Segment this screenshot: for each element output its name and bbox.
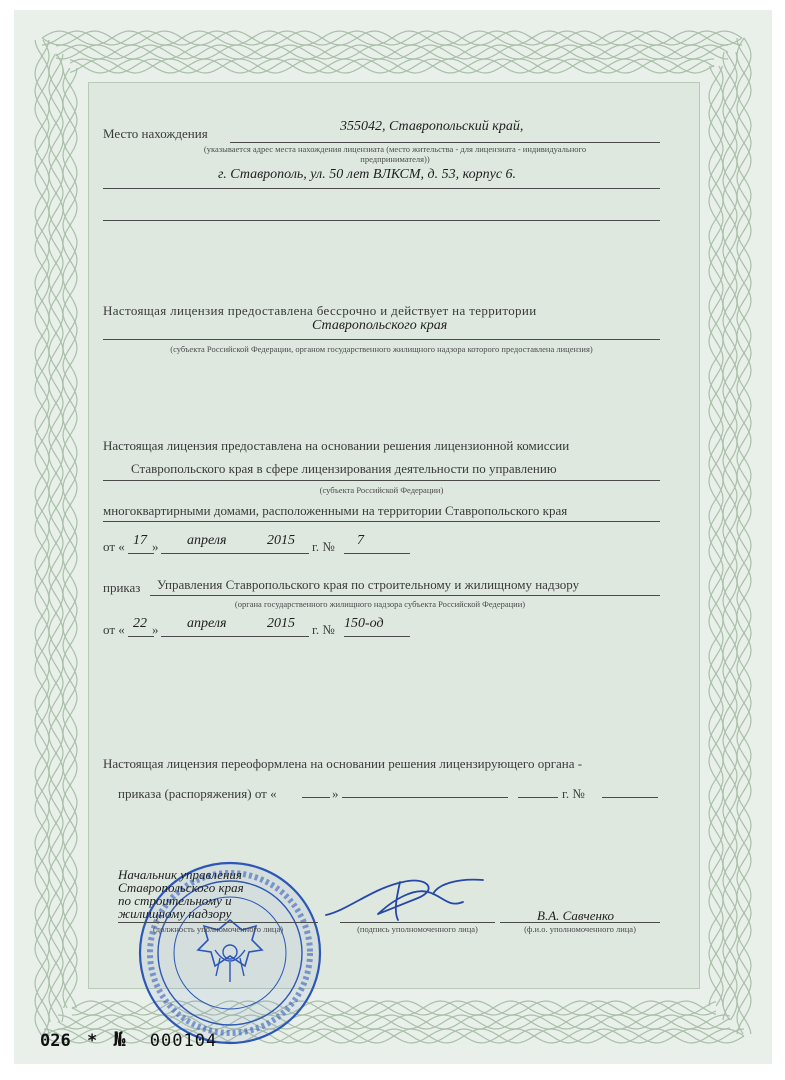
date2-g: г. №: [312, 622, 335, 637]
reissue-day-line: [302, 797, 330, 798]
date1-close: »: [152, 539, 159, 554]
name-line: [500, 922, 660, 923]
date2-day: 22: [133, 616, 147, 631]
signer-name: В.А. Савченко: [537, 908, 615, 923]
term-text: Настоящая лицензия предоставлена бессрочно и действует на территории: [103, 303, 537, 318]
basis-line2: Ставропольского края в сфере лицензирования деятельности по управлению: [131, 461, 557, 476]
date1-day-line: [128, 553, 154, 554]
date1-month-line: [161, 553, 309, 554]
location-note-b: предпринимателя)): [360, 154, 430, 164]
reissue-g: г. №: [562, 786, 585, 801]
name-note: (ф.и.о. уполномоченного лица): [524, 924, 636, 934]
basis-line-2-rule: [103, 480, 660, 481]
location-line-3: [103, 220, 660, 221]
position-line-3: жилищному надзору: [118, 906, 232, 921]
position-line-1: Ставропольского края: [118, 880, 244, 895]
reissue-close: »: [332, 786, 339, 801]
date2-day-line: [128, 636, 154, 637]
reissue-line2-label: приказа (распоряжения) от «: [118, 786, 277, 801]
order-note: (органа государственного жилищного надзора субъекта Российской Федерации): [234, 599, 526, 609]
basis-note: (субъекта Российской Федерации): [319, 485, 444, 495]
signature-icon: [318, 870, 493, 930]
date2-number: 150-од: [344, 616, 384, 631]
sign-line: [340, 922, 495, 923]
serial-star: *: [86, 1031, 98, 1051]
date1-number: 7: [357, 533, 364, 548]
position-line-0: Начальник управления: [118, 867, 242, 882]
reissue-number-line: [602, 797, 658, 798]
date2-year: 2015: [267, 616, 295, 631]
location-line-2: [103, 188, 660, 189]
location-line2: г. Ставрополь, ул. 50 лет ВЛКСМ, д. 53, корпус 6.: [218, 167, 517, 182]
basis-line-3-rule: [103, 521, 660, 522]
date1-year: 2015: [267, 533, 295, 548]
reissue-year-line: [518, 797, 558, 798]
order-value: Управления Ставропольского края по строительному и жилищному надзору: [157, 577, 580, 592]
location-line-1: [230, 142, 660, 143]
sign-note: (подпись уполномоченного лица): [357, 924, 478, 934]
term-line: [103, 339, 660, 340]
position-line: [118, 922, 318, 923]
serial-number: 000104: [149, 1031, 218, 1051]
date2-number-line: [344, 636, 410, 637]
date1-number-line: [344, 553, 410, 554]
location-label: Место нахождения: [103, 126, 208, 141]
serial-block: [40, 1027, 217, 1051]
serial-series: 026: [40, 1031, 71, 1051]
location-line1: 355042, Ставропольский край,: [340, 119, 524, 134]
basis-line3: многоквартирными домами, расположенными на территории Ставропольского края: [103, 503, 568, 518]
term-region: Ставропольского края: [312, 318, 448, 333]
term-note: (субъекта Российской Федерации, органом государственного жилищного надзора которого предоставлена лицензия): [170, 344, 593, 354]
date2-month-line: [161, 636, 309, 637]
date2-month: апреля: [187, 616, 227, 631]
date1-day: 17: [133, 533, 147, 548]
date2-ot: от «: [103, 622, 125, 637]
order-label: приказ: [103, 580, 141, 595]
date2-close: »: [152, 622, 159, 637]
order-line: [150, 595, 660, 596]
date1-ot: от «: [103, 539, 125, 554]
reissue-month-line: [342, 797, 508, 798]
position-note: (должность уполномоченного лица): [152, 924, 284, 934]
date1-month: апреля: [187, 533, 227, 548]
reissue-line1: Настоящая лицензия переоформлена на основании решения лицензирующего органа -: [103, 756, 583, 771]
position-line-2: по строительному и: [118, 893, 232, 908]
serial-no: №: [113, 1027, 126, 1051]
location-note-a: (указывается адрес места нахождения лицензиата (место жительства - для лицензиата - индивидуального: [203, 144, 587, 154]
basis-line1: Настоящая лицензия предоставлена на основании решения лицензионной комиссии: [103, 438, 570, 453]
document-field: [88, 82, 700, 989]
date1-g: г. №: [312, 539, 335, 554]
